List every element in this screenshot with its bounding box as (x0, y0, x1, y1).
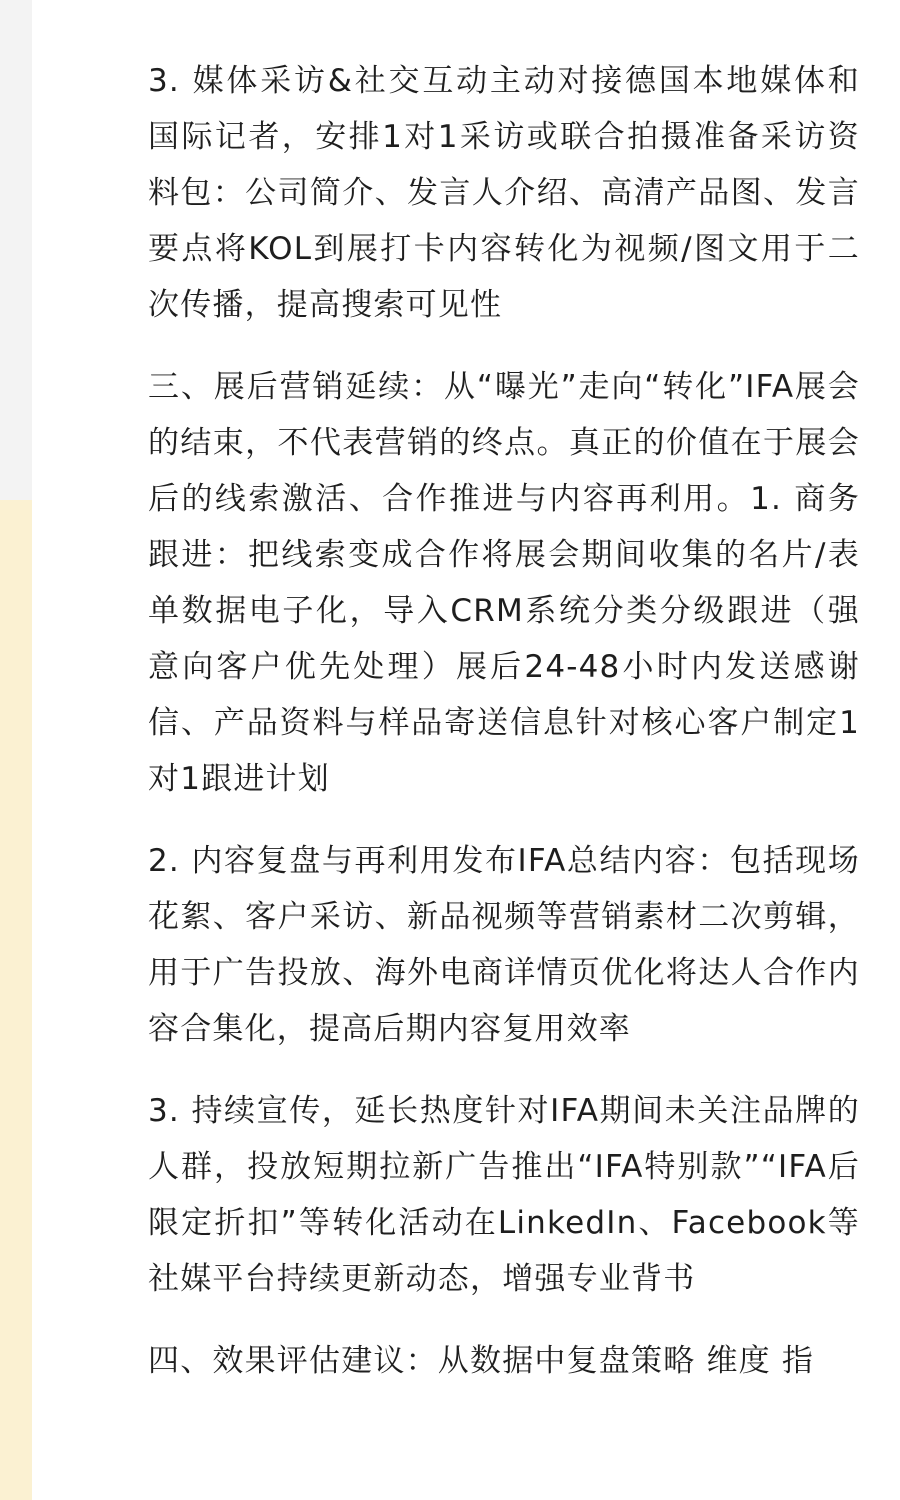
paragraph-post-show-marketing: 三、展后营销延续：从“曝光”走向“转化”IFA展会的结束，不代表营销的终点。真正的价值在于展会后的线索激活、合作推进与内容再利用。1. 商务跟进：把线索变成合作将展会期间收集的名片/表单数据电子化，导入CRM系统分类分级跟进（强意向客户优先处理）展后24-48小时内发送感谢信、产品资料与样品寄送信息针对核心客户制定1对1跟进计划 (148, 369, 860, 797)
paragraph-media-interviews: 3. 媒体采访&社交互动主动对接德国本地媒体和国际记者，安排1对1采访或联合拍摄准备采访资料包：公司简介、发言人介绍、高清产品图、发言要点将KOL到展打卡内容转化为视频/图文用于二次传播，提高搜索可见性 (148, 63, 860, 323)
paragraph-continued-promotion: 3. 持续宣传，延长热度针对IFA期间未关注品牌的人群，投放短期拉新广告推出“IFA特别款”“IFA后限定折扣”等转化活动在LinkedIn、Facebook等社媒平台持续更新动态，增强专业背书 (148, 1093, 860, 1297)
left-edge-strip (0, 0, 32, 500)
paragraph-effect-evaluation: 四、效果评估建议：从数据中复盘策略 维度 指 (148, 1343, 815, 1379)
paragraph-content-review: 2. 内容复盘与再利用发布IFA总结内容：包括现场花絮、客户采访、新品视频等营销素材二次剪辑，用于广告投放、海外电商详情页优化将达人合作内容合集化，提高后期内容复用效率 (148, 843, 860, 1047)
left-edge-highlight-strip (0, 500, 32, 1500)
article-body (148, 53, 860, 1415)
